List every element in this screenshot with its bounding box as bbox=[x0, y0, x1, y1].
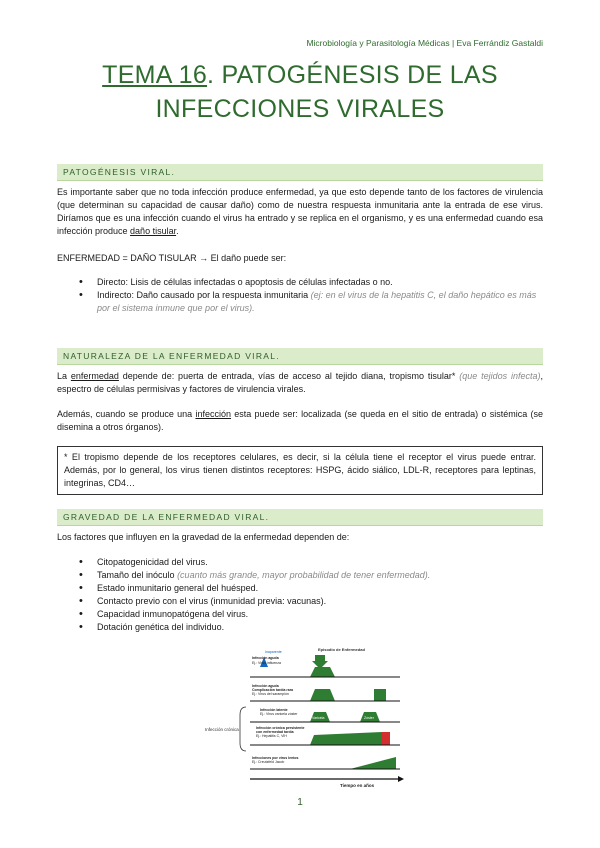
paragraph-text: depende de: puerta de entrada, vías de acceso al tejido diana, tropismo tisular* bbox=[118, 371, 460, 381]
list-item-text: Indirecto: Daño causado por la respuesta inmunitaria bbox=[97, 290, 311, 300]
figure-slow-label: Infecciones por virus lentos bbox=[252, 756, 299, 760]
damage-type-list bbox=[75, 276, 543, 315]
figure-persistent-label: Infección crónica persistente bbox=[256, 726, 305, 730]
list-item: • Dotación genética del individuo. bbox=[75, 621, 543, 634]
figure-time-label: Tiempo en años bbox=[340, 783, 375, 788]
formula-line: ENFERMEDAD = DAÑO TISULAR → El daño puede ser: bbox=[57, 253, 287, 263]
paragraph-text: Es importante saber que no toda infección produce enfermedad, ya que esto depende tanto de los factores de virulencia (que determinan su capacidad de causar daño) como de nuestra respuesta inmunitaria ante la entrada de ese virus. Diríamos que es una infección cuando el virus ha entrado y se replica en el organismo, y es una enfermedad cuando esa infección produce bbox=[57, 187, 543, 236]
chronic-bracket bbox=[240, 707, 246, 751]
underlined-term: daño tisular bbox=[130, 226, 177, 236]
list-item-note: (ej: en el virus de la hepatitis C, el daño hepático es más por el sistema inmune que por el virus). bbox=[97, 290, 537, 313]
list-item-note: (cuanto más grande, mayor probabilidad de tener enfermedad). bbox=[177, 570, 431, 580]
acute2-shape bbox=[310, 689, 335, 701]
list-item bbox=[75, 569, 543, 582]
figure-acute1-label: Infección aguda bbox=[252, 656, 279, 660]
figure-chronic-label: Infección crónica bbox=[205, 727, 239, 732]
list-item: • Directo: Lisis de células infectadas o apoptosis de células infectadas o no. bbox=[75, 276, 543, 289]
figure-zoster-label: Zóster bbox=[364, 716, 374, 720]
figure-acute2-b: Complicación tardía rara bbox=[252, 688, 294, 692]
figure-acute2-example: Ej.: Virus del sarampión bbox=[252, 692, 289, 696]
paragraph-disease-factors bbox=[57, 370, 543, 396]
list-item: • Capacidad inmunopatógena del virus. bbox=[75, 608, 543, 621]
episode-arrow bbox=[312, 655, 328, 669]
paragraph-text: esta puede ser: localizada (se queda en el sitio de entrada) o sistémica (se disemina a otros órganos). bbox=[57, 409, 544, 432]
figure-latent-label: Infección latente bbox=[260, 708, 288, 712]
running-header: Microbiología y Parasitología Médicas | Eva Ferrándiz Gastaldi bbox=[306, 38, 543, 48]
acute2-late-complication bbox=[374, 689, 386, 701]
section-heading-naturaleza: NATURALEZA DE LA ENFERMEDAD VIRAL. bbox=[57, 348, 543, 365]
figure-persistent-b: con enfermedad tardía bbox=[256, 730, 294, 734]
page-number: 1 bbox=[297, 797, 303, 808]
persistent-late-disease bbox=[382, 732, 390, 745]
list-item: • Citopatogenicidad del virus. bbox=[75, 556, 543, 569]
paragraph-end: . bbox=[176, 226, 179, 236]
figure-slow-example: Ej.: Creutzfeld Jacob bbox=[252, 760, 285, 764]
list-item-text: Tamaño del inóculo bbox=[97, 570, 178, 580]
time-axis-arrow bbox=[398, 776, 404, 782]
figure-episode-label: Episodio de Enfermedad bbox=[318, 647, 365, 652]
list-item: • Contacto previo con el virus (inmunidad previa: vacunas). bbox=[75, 595, 543, 608]
infection-patterns-figure bbox=[200, 645, 405, 790]
figure-varicela-label: Varicela bbox=[312, 716, 325, 720]
figure-acute2-label: Infección aguda bbox=[252, 684, 279, 688]
paragraph-infection-vs-disease bbox=[57, 186, 543, 238]
acute1-shape bbox=[310, 667, 335, 677]
figure-persistent-example: Ej.: Hepatitis C, VIH bbox=[256, 734, 287, 738]
page-title bbox=[60, 58, 540, 126]
persistent-shape bbox=[310, 732, 382, 745]
underlined-term: infección bbox=[195, 409, 231, 419]
list-item bbox=[75, 289, 543, 315]
figure-acute1-example: Ej.: Virus influenza bbox=[252, 661, 281, 665]
paragraph-infection-spread bbox=[57, 408, 543, 434]
paragraph-note: (que tejidos infecta) bbox=[459, 371, 541, 381]
underlined-term: enfermedad bbox=[70, 371, 119, 381]
list-item: • Estado inmunitario general del huésped. bbox=[75, 582, 543, 595]
title-line2: INFECCIONES VIRALES bbox=[155, 95, 445, 123]
title-number: TEMA 16 bbox=[102, 61, 208, 89]
section-heading-patogenesis: PATOGÉNESIS VIRAL. bbox=[57, 164, 543, 181]
paragraph-text: , espectro de células permisivas y factores de virulencia virales. bbox=[57, 371, 543, 394]
slow-shape bbox=[350, 757, 396, 769]
severity-intro: Los factores que influyen en la gravedad de la enfermedad dependen de: bbox=[57, 532, 350, 542]
figure-latent-example: Ej.: Virus varicela zóster bbox=[260, 712, 298, 716]
severity-factor-list bbox=[75, 556, 543, 634]
paragraph-text: La bbox=[57, 371, 71, 381]
tropism-note-box: * El tropismo depende de los receptores celulares, es decir, si la célula tiene el receptor el virus puede entrar. Además, por lo general, los virus tienen distintos receptores: HSPG, ácido siálico, LDL-R, receptores para leptinas, integrinas, CD4… bbox=[57, 446, 543, 495]
title-rest: . PATOGÉNESIS DE LAS bbox=[207, 61, 498, 89]
paragraph-text: Además, cuando se produce una bbox=[57, 409, 196, 419]
section-heading-gravedad: GRAVEDAD DE LA ENFERMEDAD VIRAL. bbox=[57, 509, 543, 526]
figure-inapparent-label: Inaparente bbox=[265, 650, 282, 654]
